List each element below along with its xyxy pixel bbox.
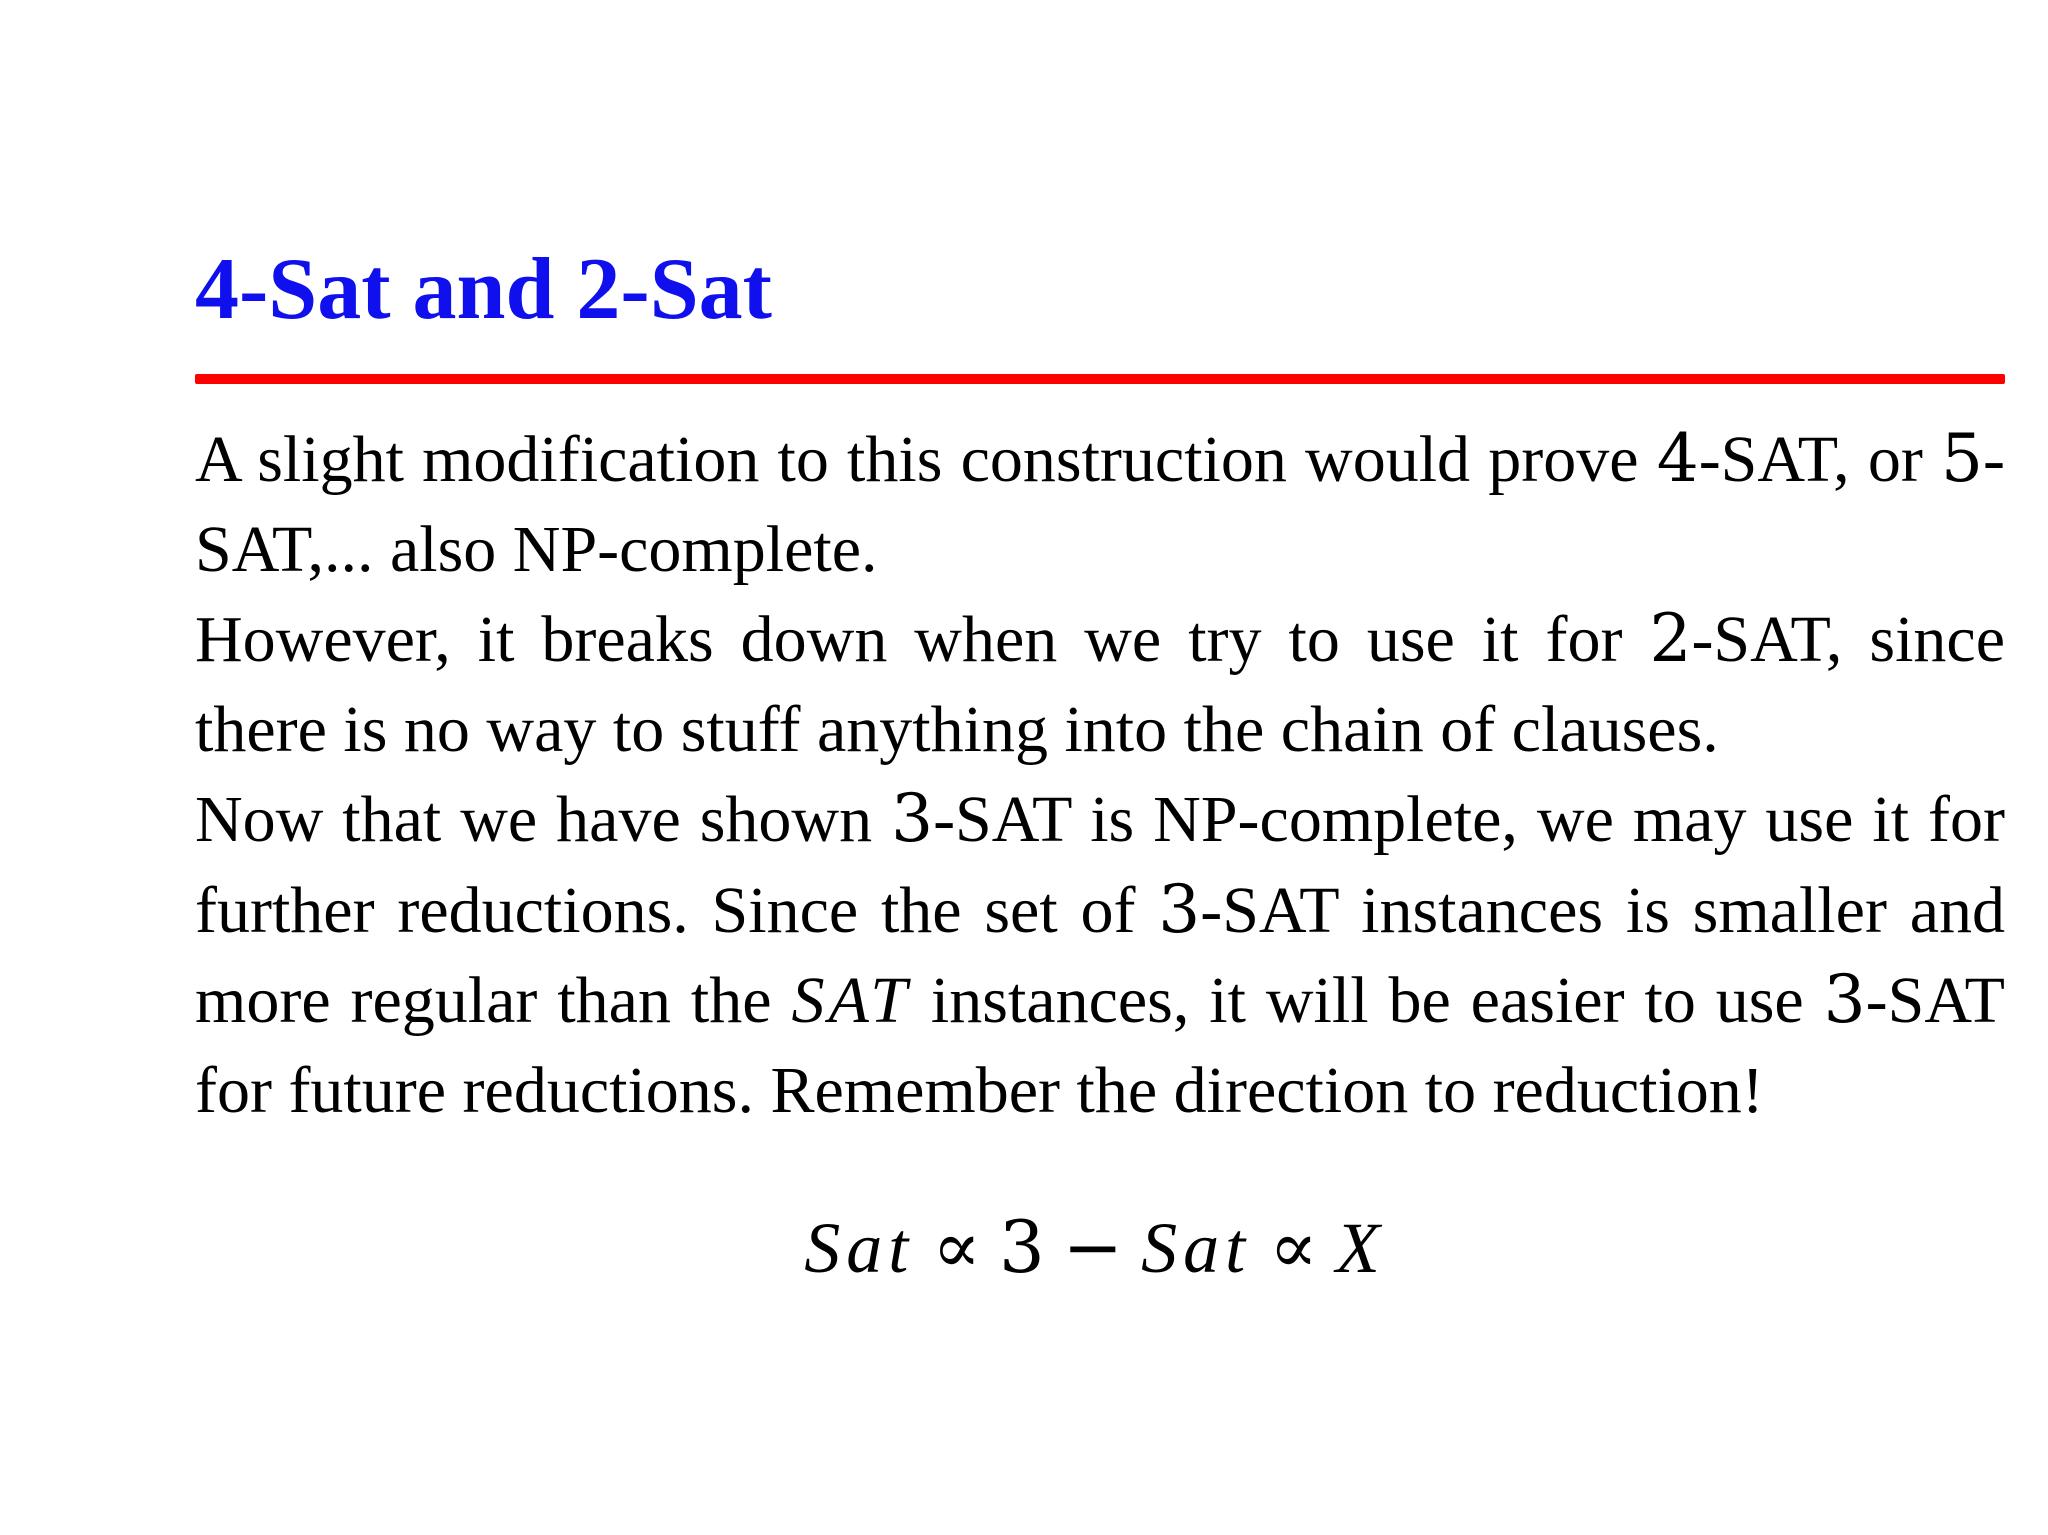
title-divider [195, 374, 2005, 384]
math-number: 3 [1823, 961, 1866, 1038]
text-span: -SAT instances is smaller and more regular than the [195, 873, 2005, 1037]
text-span: -SAT for future reductions. Remember the direction to reduction! [195, 964, 2005, 1127]
math-number: 4 [1656, 420, 1699, 497]
slide-title: 4-Sat and 2-Sat [195, 241, 772, 338]
text-span: instances, it will be easier to use [911, 964, 1824, 1037]
slide [195, 240, 2005, 1296]
math-number: 3 [891, 780, 934, 857]
text-span: -SAT is NP-complete, we may use it for further reductions. Since the set of [195, 783, 2005, 947]
text-span: -SAT, or [1698, 423, 1942, 496]
formula-term: X [1335, 1208, 1386, 1288]
text-span: A slight modification to this construction would prove [195, 423, 1657, 496]
math-number: 5 [1941, 420, 1984, 497]
formula-term: Sat [1141, 1208, 1252, 1288]
paragraph-2 [195, 594, 2005, 774]
formula-term: Sat [804, 1208, 915, 1288]
math-number: 3 [1158, 870, 1201, 948]
math-number: 2 [1649, 600, 1692, 677]
proportional-symbol: ∝ [1269, 1205, 1318, 1289]
paragraph-1 [195, 414, 2005, 594]
text-span: However, it breaks down when we try to use it for [195, 603, 1650, 676]
proportional-symbol: ∝ [932, 1205, 981, 1289]
slide-body [195, 414, 2005, 1135]
text-span: Now that we have shown [195, 783, 892, 856]
text-span: -SAT,... also NP-complete. [195, 423, 2005, 586]
paragraph-3 [195, 774, 2005, 1135]
math-sat: SAT [791, 964, 912, 1037]
minus-symbol: − [1062, 1205, 1124, 1289]
text-span: -SAT, since there is no way to stuff anything into the chain of clauses. [195, 603, 2006, 766]
reduction-formula [195, 1199, 2005, 1296]
formula-term: 3 [998, 1205, 1045, 1289]
